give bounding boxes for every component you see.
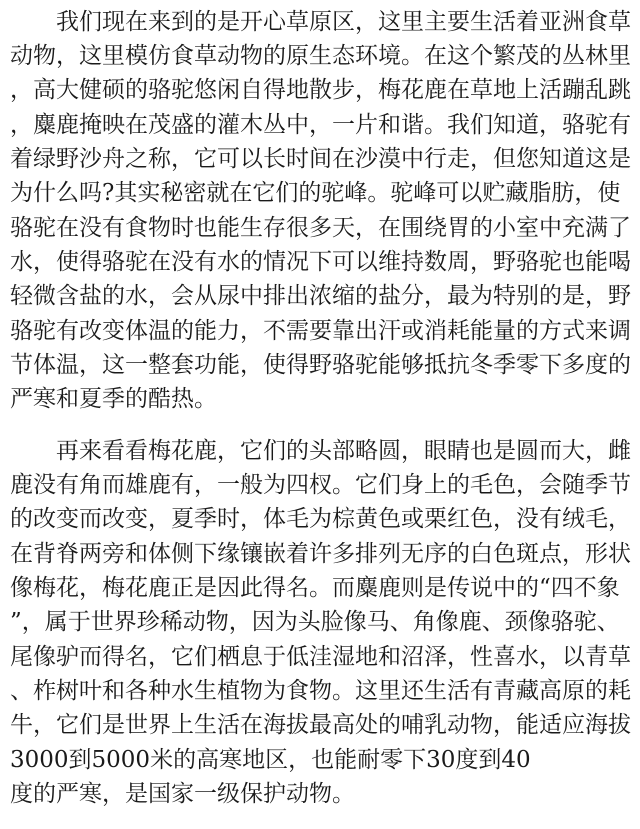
- text-line: ，麋鹿掩映在茂盛的灌木丛中，一片和谐。我们知道，骆驼有: [10, 112, 631, 138]
- text-line: 的改变而改变，夏季时，体毛为棕黄色或栗红色，没有绒毛，: [10, 506, 631, 532]
- text-line: 动物，这里模仿食草动物的原生态环境。在这个繁茂的丛林里: [10, 43, 631, 69]
- text-line: 骆驼有改变体温的能力，不需要靠出汗或消耗能量的方式来调: [10, 318, 631, 344]
- text-line: ，高大健硕的骆驼悠闲自得地散步，梅花鹿在草地上活蹦乱跳: [10, 77, 631, 103]
- text-line: 鹿没有角而雄鹿有，一般为四杈。它们身上的毛色，会随季节: [10, 472, 631, 498]
- text-line: 像梅花，梅花鹿正是因此得名。而麋鹿则是传说中的“四不象: [10, 575, 620, 601]
- text-line: 水，使得骆驼在没有水的情况下可以维持数周，野骆驼也能喝: [10, 249, 631, 275]
- text-line: 着绿野沙舟之称，它可以长时间在沙漠中行走，但您知道这是: [10, 146, 631, 172]
- text-line: 为什么吗?其实秘密就在它们的驼峰。驼峰可以贮藏脂肪，使: [10, 180, 621, 206]
- text-line: 轻微含盐的水，会从尿中排出浓缩的盐分，最为特别的是，野: [10, 283, 631, 309]
- text-line: 在背脊两旁和体侧下缘镶嵌着许多排列无序的白色斑点，形状: [10, 541, 631, 567]
- text-line: 节体温，这一整套功能，使得野骆驼能够抵抗冬季零下多度的: [10, 352, 631, 378]
- text-line: 3000到5000米的高寒地区，也能耐零下30度到40: [10, 747, 531, 773]
- text-line: 再来看看梅花鹿，它们的头部略圆，眼睛也是圆而大，雌: [10, 438, 631, 464]
- text-line: ”，属于世界珍稀动物，因为头脸像马、角像鹿、颈像骆驼、: [10, 609, 620, 635]
- text-line: 我们现在来到的是开心草原区，这里主要生活着亚洲食草: [10, 9, 631, 35]
- text-line: 度的严寒，是国家一级保护动物。: [10, 781, 355, 807]
- text-line: 牛，它们是世界上生活在海拔最高处的哺乳动物，能适应海拔: [10, 712, 631, 738]
- text-line: 尾像驴而得名，它们栖息于低洼湿地和沼泽，性喜水，以青草: [10, 644, 631, 670]
- text-line: 骆驼在没有食物时也能生存很多天，在围绕胃的小室中充满了: [10, 215, 631, 241]
- text-line: 严寒和夏季的酷热。: [10, 386, 217, 412]
- text-line: 、柞树叶和各种水生植物为食物。这里还生活有青藏高原的耗: [10, 678, 631, 704]
